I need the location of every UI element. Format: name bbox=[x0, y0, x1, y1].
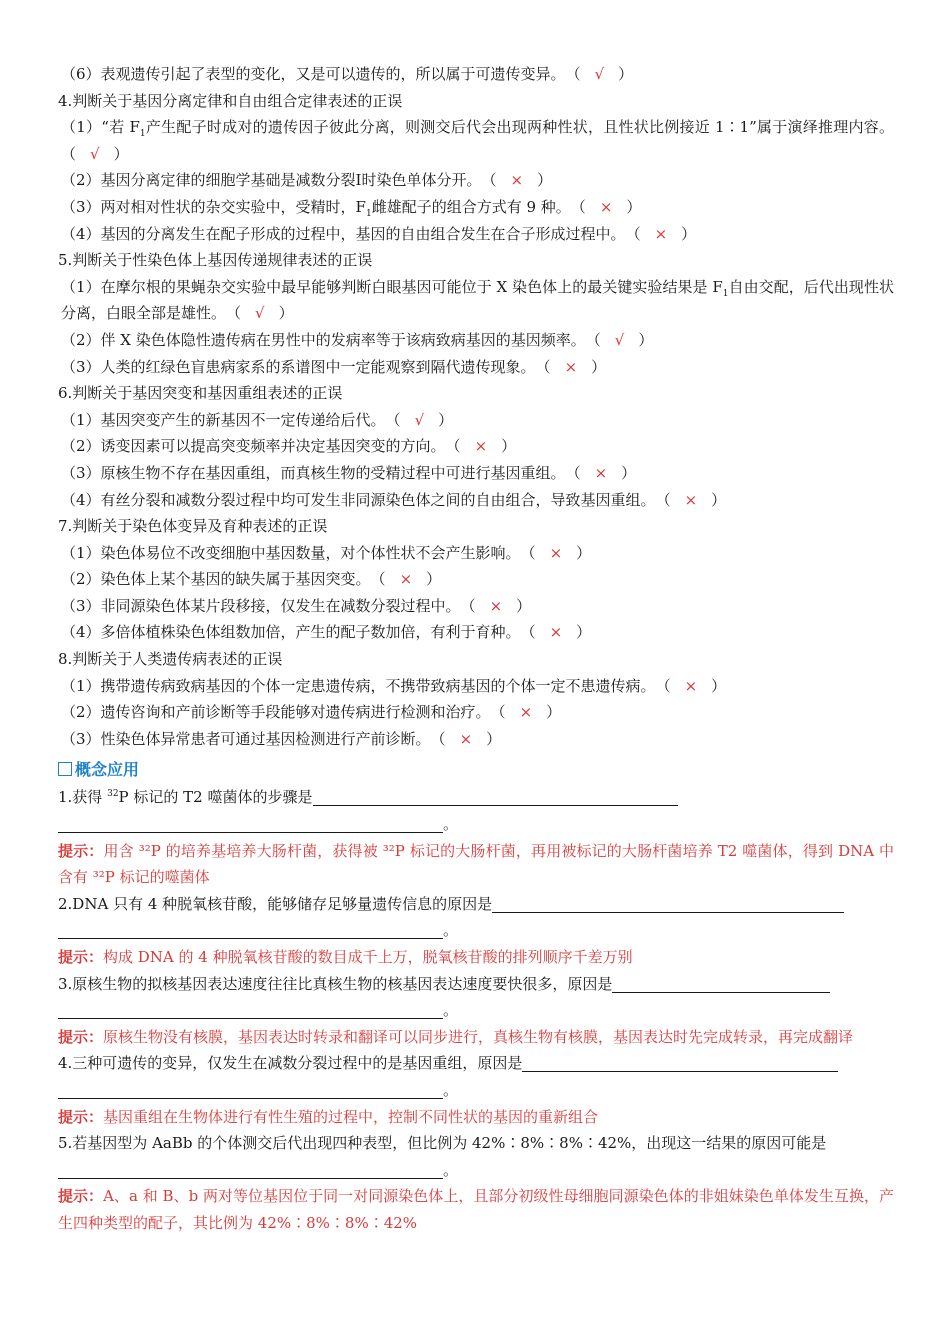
answer-mark: × bbox=[684, 490, 698, 509]
period: 。 bbox=[443, 1001, 459, 1020]
judgement-item bbox=[58, 566, 894, 593]
section-heading: 8.判断关于人类遗传病表述的正误 bbox=[58, 650, 283, 669]
answer-blank bbox=[58, 1081, 443, 1099]
hint-label: 提示： bbox=[58, 948, 104, 966]
answer-mark: × bbox=[549, 623, 563, 642]
hint-label: 提示： bbox=[58, 1187, 104, 1206]
judgement-item bbox=[58, 354, 894, 381]
paren-open: （ bbox=[490, 703, 506, 722]
concept-questions bbox=[58, 784, 894, 1236]
answer-line bbox=[58, 1157, 894, 1184]
item-text: （2）基因分离定律的细胞学基础是减数分裂Ⅰ时染色单体分开。 bbox=[61, 171, 482, 190]
answer-mark: × bbox=[549, 543, 563, 562]
section-heading: 6.判断关于基因突变和基因重组表述的正误 bbox=[58, 384, 343, 403]
item-text: （4）有丝分裂和减数分裂过程中均可发生非同源染色体之间的自由组合，导致基因重组。 bbox=[61, 490, 656, 509]
question-pre: 4.三种可遗传的变异，仅发生在减数分裂过程中的是基因重组，原因是 bbox=[58, 1054, 523, 1073]
item-text: （1）染色体易位不改变细胞中基因数量，对个体性状不会产生影响。 bbox=[61, 543, 521, 562]
answer-mark: √ bbox=[414, 410, 425, 429]
period: 。 bbox=[443, 1160, 459, 1179]
hint-text: 原核生物没有核膜，基因表达时转录和翻译可以同步进行，真核生物有核膜，基因表达时先完成转录，再完成翻译 bbox=[103, 1027, 854, 1046]
answer-blank bbox=[58, 921, 443, 939]
answer-mark: × bbox=[654, 224, 668, 243]
judgement-item bbox=[58, 487, 894, 514]
paren-close: ） bbox=[426, 570, 442, 589]
paren-close: ） bbox=[711, 676, 727, 695]
answer-mark: × bbox=[594, 463, 608, 482]
period: 。 bbox=[443, 815, 459, 834]
answer-mark: × bbox=[599, 197, 613, 216]
paren-close: ） bbox=[618, 65, 634, 83]
item-text-pre: （3）两对相对性状的杂交实验中，受精时，F bbox=[61, 197, 366, 216]
superscript: 32 bbox=[107, 789, 119, 800]
subscript: 1 bbox=[365, 208, 372, 219]
item-text: （2）遗传咨询和产前诊断等手段能够对遗传病进行检测和治疗。 bbox=[61, 703, 491, 722]
paren-close: ） bbox=[486, 729, 502, 748]
judgement-item bbox=[58, 726, 894, 753]
paren-open: （ bbox=[460, 596, 476, 615]
question-text bbox=[58, 784, 894, 811]
item-text: （2）诱变因素可以提高突变频率并决定基因突变的方向。 bbox=[61, 437, 446, 456]
paren-open: （ bbox=[655, 676, 671, 695]
subscript: 1 bbox=[139, 129, 146, 140]
paren-close: ） bbox=[681, 224, 697, 243]
item-text: （3）性染色体异常患者可通过基因检测进行产前诊断。 bbox=[61, 729, 431, 748]
question-block bbox=[58, 784, 894, 890]
answer-mark: × bbox=[519, 703, 533, 722]
hint bbox=[58, 838, 894, 891]
paren-close: ） bbox=[626, 197, 642, 216]
judgement-item bbox=[58, 221, 894, 248]
answer-blank bbox=[58, 1001, 443, 1019]
paren-open: （ bbox=[226, 304, 242, 323]
section-heading: 7.判断关于染色体变异及育种表述的正误 bbox=[58, 517, 328, 536]
paren-close: ） bbox=[638, 330, 654, 349]
paren-close: ） bbox=[591, 357, 607, 376]
paren-close: ） bbox=[621, 463, 637, 482]
answer-mark: √ bbox=[614, 330, 625, 349]
question-block bbox=[58, 971, 894, 1051]
paren-close: ） bbox=[278, 304, 294, 323]
answer-mark: × bbox=[564, 357, 578, 376]
answer-blank bbox=[58, 1161, 443, 1179]
paren-close: ） bbox=[501, 437, 517, 456]
judgement-item bbox=[58, 274, 894, 327]
hint-text: A、a 和 B、b 两对等位基因位于同一对同源染色体上，且部分初级性母细胞同源染色体的非姐妹染色单体发生互换，产生四种类型的配子，其比例为 42%∶8%∶8%∶42% bbox=[58, 1187, 894, 1232]
answer-mark: √ bbox=[255, 304, 265, 323]
hint-label: 提示： bbox=[58, 841, 104, 860]
answer-blank bbox=[612, 975, 830, 993]
answer-blank bbox=[313, 788, 678, 806]
paren-open: （ bbox=[520, 623, 536, 642]
answer-mark: × bbox=[510, 171, 524, 190]
item-text: （3）非同源染色体某片段移接，仅发生在减数分裂过程中。 bbox=[61, 596, 461, 615]
hint bbox=[58, 944, 894, 971]
judgement-item bbox=[58, 114, 894, 167]
answer-mark: √ bbox=[594, 65, 605, 83]
section-title: 概念应用 bbox=[58, 756, 894, 784]
section-heading: 5.判断关于性染色体上基因传递规律表述的正误 bbox=[58, 251, 373, 270]
item-text-post: 自由交配，后代出现性状分离，白眼全部是雄性。 bbox=[61, 277, 894, 323]
paren-close: ） bbox=[576, 623, 592, 642]
question-pre: 3.原核生物的拟核基因表达速度往往比真核生物的核基因表达速度要快很多，原因是 bbox=[58, 974, 613, 993]
answer-mark: × bbox=[489, 596, 503, 615]
answer-line bbox=[58, 811, 894, 838]
item-text: （3）原核生物不存在基因重组，而真核生物的受精过程中可进行基因重组。 bbox=[61, 463, 566, 482]
judgement-item bbox=[58, 327, 894, 354]
answer-blank bbox=[522, 1054, 838, 1072]
judgement-item bbox=[58, 167, 894, 194]
judgement-item bbox=[58, 194, 894, 221]
paren-open: （ bbox=[385, 410, 401, 429]
paren-open: （ bbox=[625, 224, 641, 243]
answer-mark: × bbox=[474, 437, 488, 456]
hint-text: 基因重组在生物体进行有性生殖的过程中，控制不同性状的基因的重新组合 bbox=[103, 1107, 599, 1126]
question-block bbox=[58, 891, 894, 971]
judgement-item bbox=[58, 540, 894, 567]
answer-line bbox=[58, 1077, 894, 1104]
question-block bbox=[58, 1050, 894, 1130]
paren-close: ） bbox=[537, 171, 553, 190]
judgement-item bbox=[58, 673, 894, 700]
item-text: （6）表观遗传引起了表型的变化，又是可以遗传的，所以属于可遗传变异。 bbox=[61, 65, 566, 83]
judgement-item bbox=[58, 619, 894, 646]
question-text bbox=[58, 1130, 894, 1157]
item-text: （2）染色体上某个基因的缺失属于基因突变。 bbox=[61, 570, 371, 589]
question-block bbox=[58, 1130, 894, 1236]
paren-open: （ bbox=[430, 729, 446, 748]
paren-open: （ bbox=[61, 144, 77, 163]
paren-close: ） bbox=[546, 703, 562, 722]
item-text: （1）基因突变产生的新基因不一定传递给后代。 bbox=[61, 410, 386, 429]
document-page bbox=[58, 61, 894, 1237]
judgement-item bbox=[58, 699, 894, 726]
paren-open: （ bbox=[535, 357, 551, 376]
question-text bbox=[58, 891, 894, 918]
paren-open: （ bbox=[565, 463, 581, 482]
hint-label: 提示： bbox=[58, 1027, 104, 1046]
square-icon bbox=[58, 762, 72, 776]
question-pre: 2.DNA 只有 4 种脱氧核苷酸，能够储存足够量遗传信息的原因是 bbox=[58, 894, 493, 913]
answer-mark: × bbox=[459, 729, 473, 748]
item-text: （3）人类的红绿色盲患病家系的系谱图中一定能观察到隔代遗传现象。 bbox=[61, 357, 536, 376]
judgement-item bbox=[58, 407, 894, 434]
question-pre: 5.若基因型为 AaBb 的个体测交后代出现四种表型，但比例为 42%∶8%∶8%∶42%，出现这一结果的原因可能是 bbox=[58, 1134, 827, 1153]
hint bbox=[58, 1024, 894, 1051]
paren-close: ） bbox=[711, 490, 727, 509]
paren-close: ） bbox=[576, 543, 592, 562]
period: 。 bbox=[443, 921, 459, 940]
question-pre: 1.获得 bbox=[58, 788, 108, 807]
answer-line bbox=[58, 917, 894, 944]
question-text bbox=[58, 1050, 894, 1077]
paren-open: （ bbox=[445, 437, 461, 456]
judgement-item bbox=[58, 433, 894, 460]
paren-open: （ bbox=[565, 65, 581, 83]
answer-mark: × bbox=[399, 570, 413, 589]
judgement-item bbox=[58, 61, 894, 88]
item-text-post: 雌雄配子的组合方式有 9 种。 bbox=[371, 197, 571, 216]
hint-text: 构成 DNA 的 4 种脱氧核苷酸的数目成千上万，脱氧核苷酸的排列顺序千差万别 bbox=[103, 948, 633, 966]
paren-open: （ bbox=[520, 543, 536, 562]
paren-close: ） bbox=[516, 596, 532, 615]
hint bbox=[58, 1183, 894, 1236]
answer-blank bbox=[58, 815, 443, 833]
answer-mark: √ bbox=[90, 144, 100, 163]
subscript: 1 bbox=[722, 288, 729, 299]
hint-text: 用含 ³²P 的培养基培养大肠杆菌，获得被 ³²P 标记的大肠杆菌，再用被标记的大肠杆菌培养 T2 噬菌体，得到 DNA 中含有 ³²P 标记的噬菌体 bbox=[58, 841, 894, 887]
question-text bbox=[58, 971, 894, 998]
true-false-list bbox=[58, 61, 894, 752]
hint bbox=[58, 1104, 894, 1131]
period: 。 bbox=[443, 1080, 459, 1099]
section-heading: 4.判断关于基因分离定律和自由组合定律表述的正误 bbox=[58, 91, 403, 110]
paren-open: （ bbox=[370, 570, 386, 589]
item-text: （4）基因的分离发生在配子形成的过程中，基因的自由组合发生在合子形成过程中。 bbox=[61, 224, 626, 243]
item-text: （2）伴 X 染色体隐性遗传病在男性中的发病率等于该病致病基因的基因频率。 bbox=[61, 330, 586, 349]
judgement-item bbox=[58, 460, 894, 487]
answer-line bbox=[58, 997, 894, 1024]
question-post: P 标记的 T2 噬菌体的步骤是 bbox=[118, 788, 313, 807]
paren-open: （ bbox=[585, 330, 601, 349]
answer-blank bbox=[492, 895, 844, 913]
item-text-post: 产生配子时成对的遗传因子彼此分离，则测交后代会出现两种性状，且性状比例接近 1∶1”属于演绎推理内容。 bbox=[145, 118, 894, 137]
paren-close: ） bbox=[113, 144, 129, 163]
item-text-pre: （1）“若 F bbox=[61, 118, 140, 137]
paren-open: （ bbox=[570, 197, 586, 216]
answer-mark: × bbox=[684, 676, 698, 695]
judgement-item bbox=[58, 593, 894, 620]
item-text-pre: （1）在摩尔根的果蝇杂交实验中最早能够判断白眼基因可能位于 X 染色体上的最关键实验结果是 F bbox=[61, 277, 723, 296]
hint-label: 提示： bbox=[58, 1107, 104, 1126]
paren-open: （ bbox=[655, 490, 671, 509]
item-text: （1）携带遗传病致病基因的个体一定患遗传病，不携带致病基因的个体一定不患遗传病。 bbox=[61, 676, 656, 695]
paren-open: （ bbox=[481, 171, 497, 190]
item-text: （4）多倍体植株染色体组数加倍，产生的配子数加倍，有利于育种。 bbox=[61, 623, 521, 642]
paren-close: ） bbox=[438, 410, 454, 429]
